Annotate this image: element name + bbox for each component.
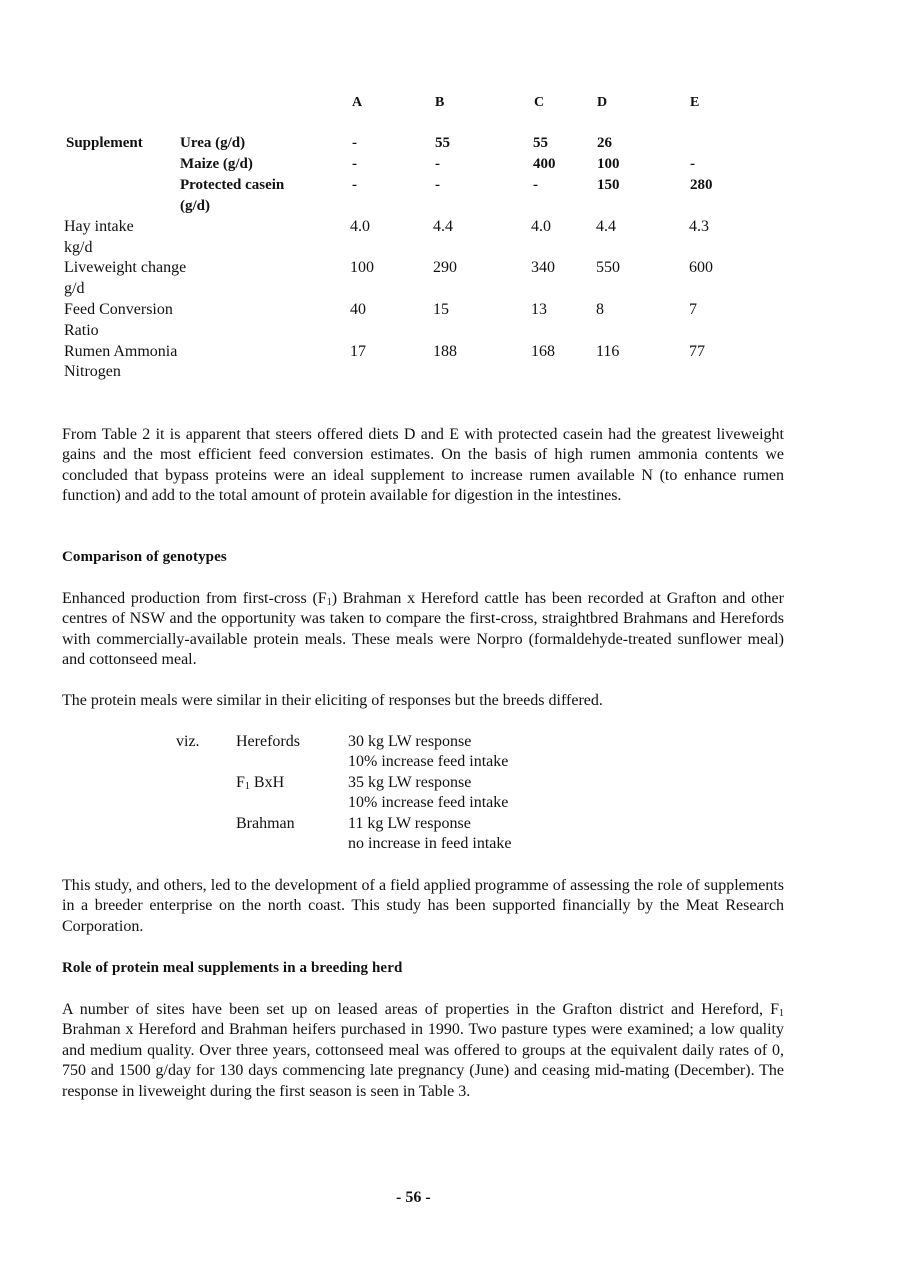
section-heading-genotypes: Comparison of genotypes: [62, 549, 227, 565]
table-cell: 55: [435, 135, 450, 151]
table-cell: 290: [433, 259, 457, 276]
table-cell: 26: [597, 135, 612, 151]
table-cell: 7: [689, 301, 697, 318]
table-cell: 55: [533, 135, 548, 151]
table-cell: 40: [350, 301, 366, 318]
table-cell: 8: [596, 301, 604, 318]
table-cell: 550: [596, 259, 620, 276]
paragraph-breeds-differed: The protein meals were similar in their eliciting of responses but the breeds differed.: [62, 692, 603, 709]
table-cell: 4.0: [350, 218, 370, 235]
column-header-b: B: [435, 95, 445, 110]
table-cell: 15: [433, 301, 449, 318]
table-cell: 400: [533, 156, 556, 172]
breed-response-line: 35 kg LW response: [348, 774, 472, 791]
breed-response-line: 10% increase feed intake: [348, 753, 509, 770]
table-cell: 280: [690, 177, 713, 193]
row-label-unit: Nitrogen: [64, 363, 121, 380]
paragraph-text: A number of sites have been set up on leased areas of properties in the Grafton district and Hereford, F: [62, 1001, 779, 1018]
table-cell: -: [352, 177, 357, 193]
table-cell: 188: [433, 343, 457, 360]
table-cell: 4.4: [596, 218, 616, 235]
column-header-e: E: [690, 95, 700, 110]
row-label: Liveweight change: [64, 259, 187, 276]
paragraph-text: Brahman x Hereford and Brahman heifers purchased in 1990. Two pasture types were examined; a low quality and medium quality. Over three years, cottonseed meal was offered to groups at the equivalent daily rates of 0, 750 and 1500 g/day for 130 days commencing late pregnancy (June) and ceasing mid-mating (December). The response in liveweight during the first season is seen in Table 3.: [62, 1021, 784, 1100]
table-cell: 168: [531, 343, 555, 360]
table-cell: 340: [531, 259, 555, 276]
paragraph-field-programme: This study, and others, led to the development of a field applied programme of assessing the role of supplements in a breeder enterprise on the north coast. This study has been supported financially by the Meat Research Corporation.: [62, 877, 784, 935]
paragraph-text: ) Brahman x Hereford cattle has been recorded at Grafton and other centres of NSW and the opportunity was taken to compare the first-cross, straightbred Brahmans and Herefords with commercially-available protein meals. These meals were Norpro (formaldehyde-treated sunflower meal) and cottonseed meal.: [62, 590, 784, 669]
breed-response-line: 11 kg LW response: [348, 815, 471, 832]
page-number: - 56 -: [396, 1189, 431, 1206]
paragraph-breeding-herd: [62, 1000, 784, 1102]
subscript: 1: [326, 597, 332, 608]
row-label-unit: Ratio: [64, 322, 99, 339]
viz-label: viz.: [176, 733, 200, 750]
breed-name-text: F: [236, 774, 245, 791]
supplement-label: Supplement: [66, 135, 143, 151]
breed-name: Herefords: [236, 733, 300, 750]
table-cell: 116: [596, 343, 620, 360]
row-label: Rumen Ammonia: [64, 343, 178, 360]
column-header-d: D: [597, 95, 608, 110]
table-cell: 600: [689, 259, 713, 276]
table-cell: -: [435, 156, 440, 172]
row-label: Feed Conversion: [64, 301, 173, 318]
breed-name: [236, 773, 284, 793]
subscript: 1: [244, 781, 250, 792]
row-label: Hay intake: [64, 218, 134, 235]
row-label: Urea (g/d): [180, 135, 246, 151]
table-cell: -: [690, 156, 695, 172]
row-label-unit: (g/d): [180, 198, 210, 214]
row-label: Maize (g/d): [180, 156, 253, 172]
row-label-unit: g/d: [64, 280, 85, 297]
paragraph-text: Enhanced production from first-cross (F: [62, 590, 327, 607]
subscript: 1: [779, 1008, 784, 1019]
table-cell: 17: [350, 343, 366, 360]
table-cell: -: [352, 156, 357, 172]
table-cell: 4.3: [689, 218, 709, 235]
breed-name: Brahman: [236, 815, 295, 832]
table-cell: 77: [689, 343, 705, 360]
section-heading-breeding-herd: Role of protein meal supplements in a breeding herd: [62, 960, 403, 976]
column-header-a: A: [352, 95, 363, 110]
row-label-unit: kg/d: [64, 239, 93, 256]
paragraph-genotypes: [62, 589, 784, 671]
table-cell: 13: [531, 301, 547, 318]
table-cell: 4.4: [433, 218, 453, 235]
paragraph-table-discussion: From Table 2 it is apparent that steers offered diets D and E with protected casein had the greatest liveweight gains and the most efficient feed conversion estimates. On the basis of high rumen ammonia contents we concluded that bypass proteins were an ideal supplement to increase rumen available N (to enhance rumen function) and add to the total amount of protein available for digestion in the intestines.: [62, 426, 784, 505]
breed-response-line: 30 kg LW response: [348, 733, 472, 750]
breed-response-line: no increase in feed intake: [348, 835, 512, 852]
column-header-c: C: [534, 95, 545, 110]
row-label: Protected casein: [180, 177, 285, 193]
table-cell: -: [352, 135, 357, 151]
breed-name-text: BxH: [249, 774, 285, 791]
table-cell: 4.0: [531, 218, 551, 235]
table-cell: -: [533, 177, 538, 193]
breed-response-line: 10% increase feed intake: [348, 794, 509, 811]
table-cell: 100: [350, 259, 374, 276]
table-cell: 100: [597, 156, 620, 172]
table-cell: 150: [597, 177, 620, 193]
table-cell: -: [435, 177, 440, 193]
